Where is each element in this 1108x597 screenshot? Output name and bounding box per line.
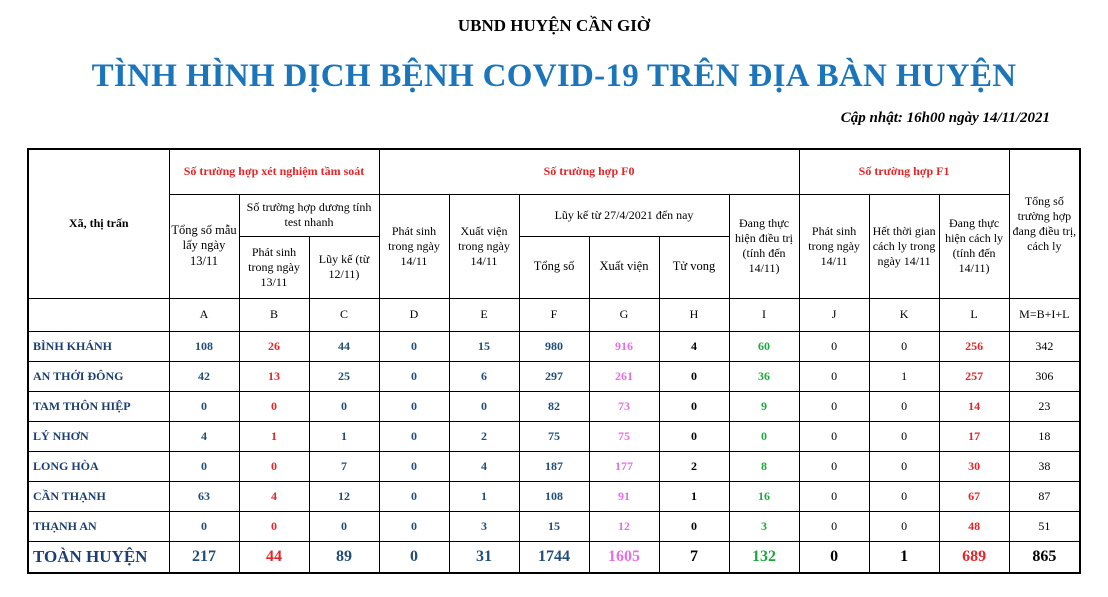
- column-letter: I: [729, 298, 799, 331]
- cell-e: 1: [449, 481, 519, 511]
- cell-f: 297: [519, 361, 589, 391]
- cell-m: 51: [1009, 511, 1080, 541]
- cell-c: 0: [309, 511, 379, 541]
- cell-e: 0: [449, 391, 519, 421]
- cell-b: 13: [239, 361, 309, 391]
- cell-i: 8: [729, 451, 799, 481]
- cell-c: 44: [309, 331, 379, 361]
- cell-k: 1: [869, 541, 939, 573]
- cell-b: 44: [239, 541, 309, 573]
- column-letter: H: [659, 298, 729, 331]
- cell-i: 132: [729, 541, 799, 573]
- page-title: TÌNH HÌNH DỊCH BỆNH COVID-19 TRÊN ĐỊA BÀN HUYỆN: [91, 58, 1017, 94]
- cell-e: 3: [449, 511, 519, 541]
- commune-name: THẠNH AN: [28, 511, 169, 541]
- cell-k: 0: [869, 391, 939, 421]
- column-letter: F: [519, 298, 589, 331]
- cell-e: 6: [449, 361, 519, 391]
- cell-l: 14: [939, 391, 1009, 421]
- cell-j: 0: [799, 421, 869, 451]
- cell-b: 26: [239, 331, 309, 361]
- cell-d: 0: [379, 331, 449, 361]
- cell-f: 108: [519, 481, 589, 511]
- column-letter-row: [28, 298, 1080, 331]
- update-timestamp: Cập nhật: 16h00 ngày 14/11/2021: [840, 110, 1050, 126]
- cell-m: 38: [1009, 451, 1080, 481]
- cell-h: 0: [659, 511, 729, 541]
- table-row: [28, 331, 1080, 361]
- cell-i: 3: [729, 511, 799, 541]
- cell-i: 60: [729, 331, 799, 361]
- cell-f: 75: [519, 421, 589, 451]
- cell-b: 0: [239, 451, 309, 481]
- cell-e: 4: [449, 451, 519, 481]
- header-group-f0: Số trường hợp F0: [379, 149, 799, 194]
- cell-a: 0: [169, 451, 239, 481]
- cell-k: 0: [869, 511, 939, 541]
- cell-c: 25: [309, 361, 379, 391]
- cell-m: 306: [1009, 361, 1080, 391]
- cell-f: 1744: [519, 541, 589, 573]
- cell-c: 1: [309, 421, 379, 451]
- header-f1-new: Phát sinh trong ngày 14/11: [799, 194, 869, 298]
- commune-name: LÝ NHƠN: [28, 421, 169, 451]
- header-f1-isolating: Đang thực hiện cách ly (tính đến 14/11): [939, 194, 1009, 298]
- cell-c: 0: [309, 391, 379, 421]
- table-row: [28, 421, 1080, 451]
- commune-name: TAM THÔN HIỆP: [28, 391, 169, 421]
- cell-h: 0: [659, 421, 729, 451]
- cell-h: 1: [659, 481, 729, 511]
- header-rapid-positive: Số trường hợp dương tính test nhanh: [239, 194, 379, 236]
- cell-h: 4: [659, 331, 729, 361]
- header-f0-new: Phát sinh trong ngày 14/11: [379, 194, 449, 298]
- table-row: [28, 511, 1080, 541]
- cell-f: 980: [519, 331, 589, 361]
- column-letter: J: [799, 298, 869, 331]
- cell-l: 30: [939, 451, 1009, 481]
- commune-name: TOÀN HUYỆN: [28, 541, 169, 573]
- cell-j: 0: [799, 331, 869, 361]
- cell-g: 12: [589, 511, 659, 541]
- cell-c: 12: [309, 481, 379, 511]
- cell-g: 75: [589, 421, 659, 451]
- cell-e: 31: [449, 541, 519, 573]
- cell-m: 18: [1009, 421, 1080, 451]
- cell-l: 257: [939, 361, 1009, 391]
- cell-h: 0: [659, 361, 729, 391]
- table-row: [28, 391, 1080, 421]
- cell-g: 73: [589, 391, 659, 421]
- cell-m: 865: [1009, 541, 1080, 573]
- cell-j: 0: [799, 541, 869, 573]
- cell-l: 67: [939, 481, 1009, 511]
- cell-g: 916: [589, 331, 659, 361]
- header-f0-cumulative: Lũy kế từ 27/4/2021 đến nay: [519, 194, 729, 236]
- column-letter: B: [239, 298, 309, 331]
- commune-name: BÌNH KHÁNH: [28, 331, 169, 361]
- column-letter: C: [309, 298, 379, 331]
- cell-b: 1: [239, 421, 309, 451]
- cell-i: 9: [729, 391, 799, 421]
- cell-j: 0: [799, 511, 869, 541]
- cell-j: 0: [799, 391, 869, 421]
- cell-g: 261: [589, 361, 659, 391]
- cell-b: 4: [239, 481, 309, 511]
- cell-k: 0: [869, 331, 939, 361]
- cell-k: 1: [869, 361, 939, 391]
- cell-h: 7: [659, 541, 729, 573]
- cell-j: 0: [799, 451, 869, 481]
- cell-k: 0: [869, 451, 939, 481]
- header-f0-deaths: Tử vong: [659, 236, 729, 298]
- header-total-care: Tổng số trường hợp đang điều trị, cách ly: [1009, 149, 1080, 298]
- cell-a: 108: [169, 331, 239, 361]
- cell-h: 2: [659, 451, 729, 481]
- cell-d: 0: [379, 511, 449, 541]
- cell-k: 0: [869, 481, 939, 511]
- cell-d: 0: [379, 421, 449, 451]
- column-letter: K: [869, 298, 939, 331]
- column-letter: L: [939, 298, 1009, 331]
- cell-f: 15: [519, 511, 589, 541]
- cell-b: 0: [239, 391, 309, 421]
- cell-m: 23: [1009, 391, 1080, 421]
- cell-g: 91: [589, 481, 659, 511]
- column-letter: G: [589, 298, 659, 331]
- cell-d: 0: [379, 391, 449, 421]
- header-f1-ended: Hết thời gian cách ly trong ngày 14/11: [869, 194, 939, 298]
- cell-l: 48: [939, 511, 1009, 541]
- header-f0-cum-discharged: Xuất viện: [589, 236, 659, 298]
- cell-i: 0: [729, 421, 799, 451]
- cell-c: 7: [309, 451, 379, 481]
- cell-a: 42: [169, 361, 239, 391]
- cell-l: 17: [939, 421, 1009, 451]
- commune-name: AN THỚI ĐÔNG: [28, 361, 169, 391]
- cell-g: 177: [589, 451, 659, 481]
- table-row: [28, 451, 1080, 481]
- cell-m: 342: [1009, 331, 1080, 361]
- cell-g: 1605: [589, 541, 659, 573]
- cell-k: 0: [869, 421, 939, 451]
- cell-l: 256: [939, 331, 1009, 361]
- table-row: [28, 361, 1080, 391]
- cell-b: 0: [239, 511, 309, 541]
- header-group-f1: Số trường hợp F1: [799, 149, 1009, 194]
- organization-name: UBND HUYỆN CẦN GIỜ: [457, 16, 651, 35]
- cell-l: 689: [939, 541, 1009, 573]
- cell-e: 2: [449, 421, 519, 451]
- header-samples: Tổng số mẫu lấy ngày 13/11: [169, 194, 239, 298]
- cell-d: 0: [379, 541, 449, 573]
- header-rapid-cumulative: Lũy kế (từ 12/11): [309, 236, 379, 298]
- column-letter: A: [169, 298, 239, 331]
- cell-f: 187: [519, 451, 589, 481]
- column-letter: M=B+I+L: [1009, 298, 1080, 331]
- cell-a: 0: [169, 511, 239, 541]
- column-letter: E: [449, 298, 519, 331]
- column-letter: D: [379, 298, 449, 331]
- table-row: [28, 481, 1080, 511]
- cell-d: 0: [379, 481, 449, 511]
- cell-a: 0: [169, 391, 239, 421]
- commune-name: CẦN THẠNH: [28, 481, 169, 511]
- cell-f: 82: [519, 391, 589, 421]
- cell-j: 0: [799, 361, 869, 391]
- header-f0-discharged: Xuất viện trong ngày 14/11: [449, 194, 519, 298]
- cell-h: 0: [659, 391, 729, 421]
- cell-i: 36: [729, 361, 799, 391]
- cell-d: 0: [379, 451, 449, 481]
- total-row: [28, 541, 1080, 573]
- covid-stats-table: [27, 148, 1081, 574]
- header-f0-total: Tổng số: [519, 236, 589, 298]
- cell-d: 0: [379, 361, 449, 391]
- header-group-test: Số trường hợp xét nghiệm tầm soát: [169, 149, 379, 194]
- cell-a: 4: [169, 421, 239, 451]
- commune-name: LONG HÒA: [28, 451, 169, 481]
- cell-a: 63: [169, 481, 239, 511]
- cell-a: 217: [169, 541, 239, 573]
- header-f0-treating: Đang thực hiện điều trị (tính đến 14/11): [729, 194, 799, 298]
- header-rapid-new: Phát sinh trong ngày 13/11: [239, 236, 309, 298]
- cell-m: 87: [1009, 481, 1080, 511]
- cell-c: 89: [309, 541, 379, 573]
- cell-j: 0: [799, 481, 869, 511]
- cell-e: 15: [449, 331, 519, 361]
- header-commune: Xã, thị trấn: [28, 149, 169, 298]
- cell-i: 16: [729, 481, 799, 511]
